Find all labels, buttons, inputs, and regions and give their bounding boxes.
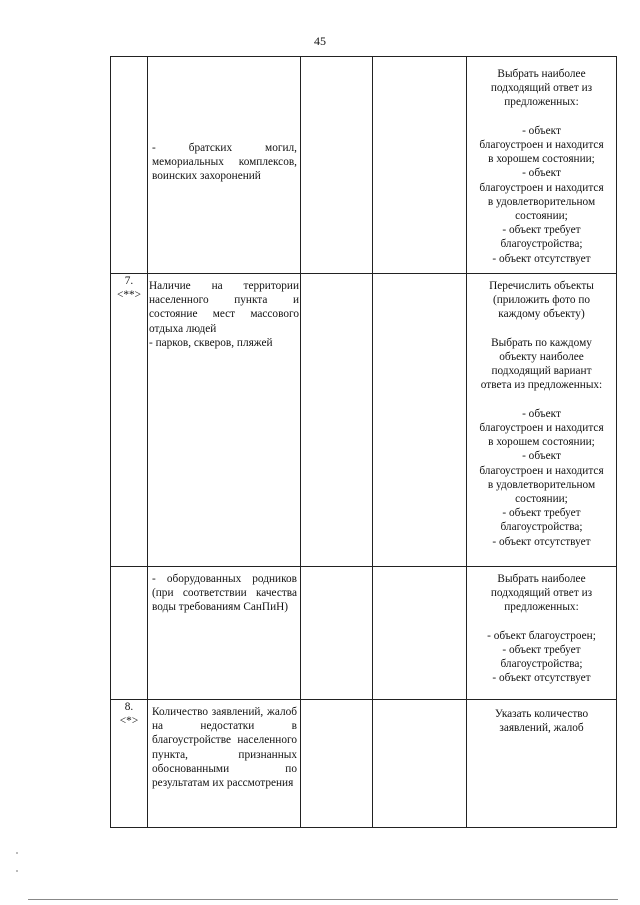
answer-cell <box>467 57 617 274</box>
answer-text: Выбрать наиболее подходящий ответ из предложенных: - объект благоустроен и находится в хорошем состоянии; - объект благоустроен и находится в удовлетворительном состоянии; - объект требует благоустройства; - объект отсутствует <box>479 68 604 265</box>
indicator-text: Количество заявлений, жалоб на недостатки в благоустройстве населенного пункта, признанных обоснованными по результатам их рассмотрения <box>152 706 297 790</box>
indicator-cell <box>148 57 301 274</box>
table-row <box>111 274 617 567</box>
empty-cell <box>373 274 467 567</box>
row-number-cell <box>111 700 148 828</box>
indicator-text: - братских могил, мемориальных комплексов, воинских захоронений <box>152 142 297 183</box>
answer-text: Указать количество заявлений, жалоб <box>494 708 589 735</box>
row-number-cell <box>111 567 148 700</box>
row-number-cell <box>111 274 148 567</box>
empty-cell <box>301 567 373 700</box>
empty-cell <box>301 700 373 828</box>
page-number: 45 <box>314 34 326 48</box>
table-row <box>111 567 617 700</box>
table-row <box>111 700 617 828</box>
scan-speck <box>16 870 18 872</box>
answer-text: Перечислить объекты (приложить фото по каждому объекту) Выбрать по каждому объекту наиболее подходящий вариант ответа из предложенных: - объект благоустроен и находится в хорошем состоянии; - объект благоустроен и находится в удовлетворительном состоянии; - объект требует благоустройства; - объект отсутствует <box>479 280 604 548</box>
answer-text: Выбрать наиболее подходящий ответ из предложенных: - объект благоустроен; - объект требует благоустройства; - объект отсутствует <box>487 573 596 685</box>
row-number: 8. <*> <box>119 701 139 728</box>
scan-speck <box>16 852 18 854</box>
row-number: 7. <**> <box>116 275 142 302</box>
indicator-text <box>148 274 300 350</box>
empty-cell <box>373 57 467 274</box>
empty-cell <box>373 700 467 828</box>
indicator-cell <box>148 700 301 828</box>
empty-cell <box>373 567 467 700</box>
indicator-text-subitem: - парков, скверов, пляжей <box>149 336 273 349</box>
indicator-cell <box>148 274 301 567</box>
indicator-text: - оборудованных родников (при соответствии качества воды требованиям СанПиН) <box>152 573 297 614</box>
criteria-table <box>110 56 617 828</box>
empty-cell <box>301 57 373 274</box>
bottom-rule <box>28 899 618 900</box>
answer-cell <box>467 700 617 828</box>
indicator-text-main: Наличие на территории населенного пункта и состояние мест массового отдыха людей <box>149 280 299 335</box>
table-row <box>111 57 617 274</box>
answer-cell <box>467 567 617 700</box>
answer-cell <box>467 274 617 567</box>
indicator-cell <box>148 567 301 700</box>
empty-cell <box>301 274 373 567</box>
row-number-cell <box>111 57 148 274</box>
